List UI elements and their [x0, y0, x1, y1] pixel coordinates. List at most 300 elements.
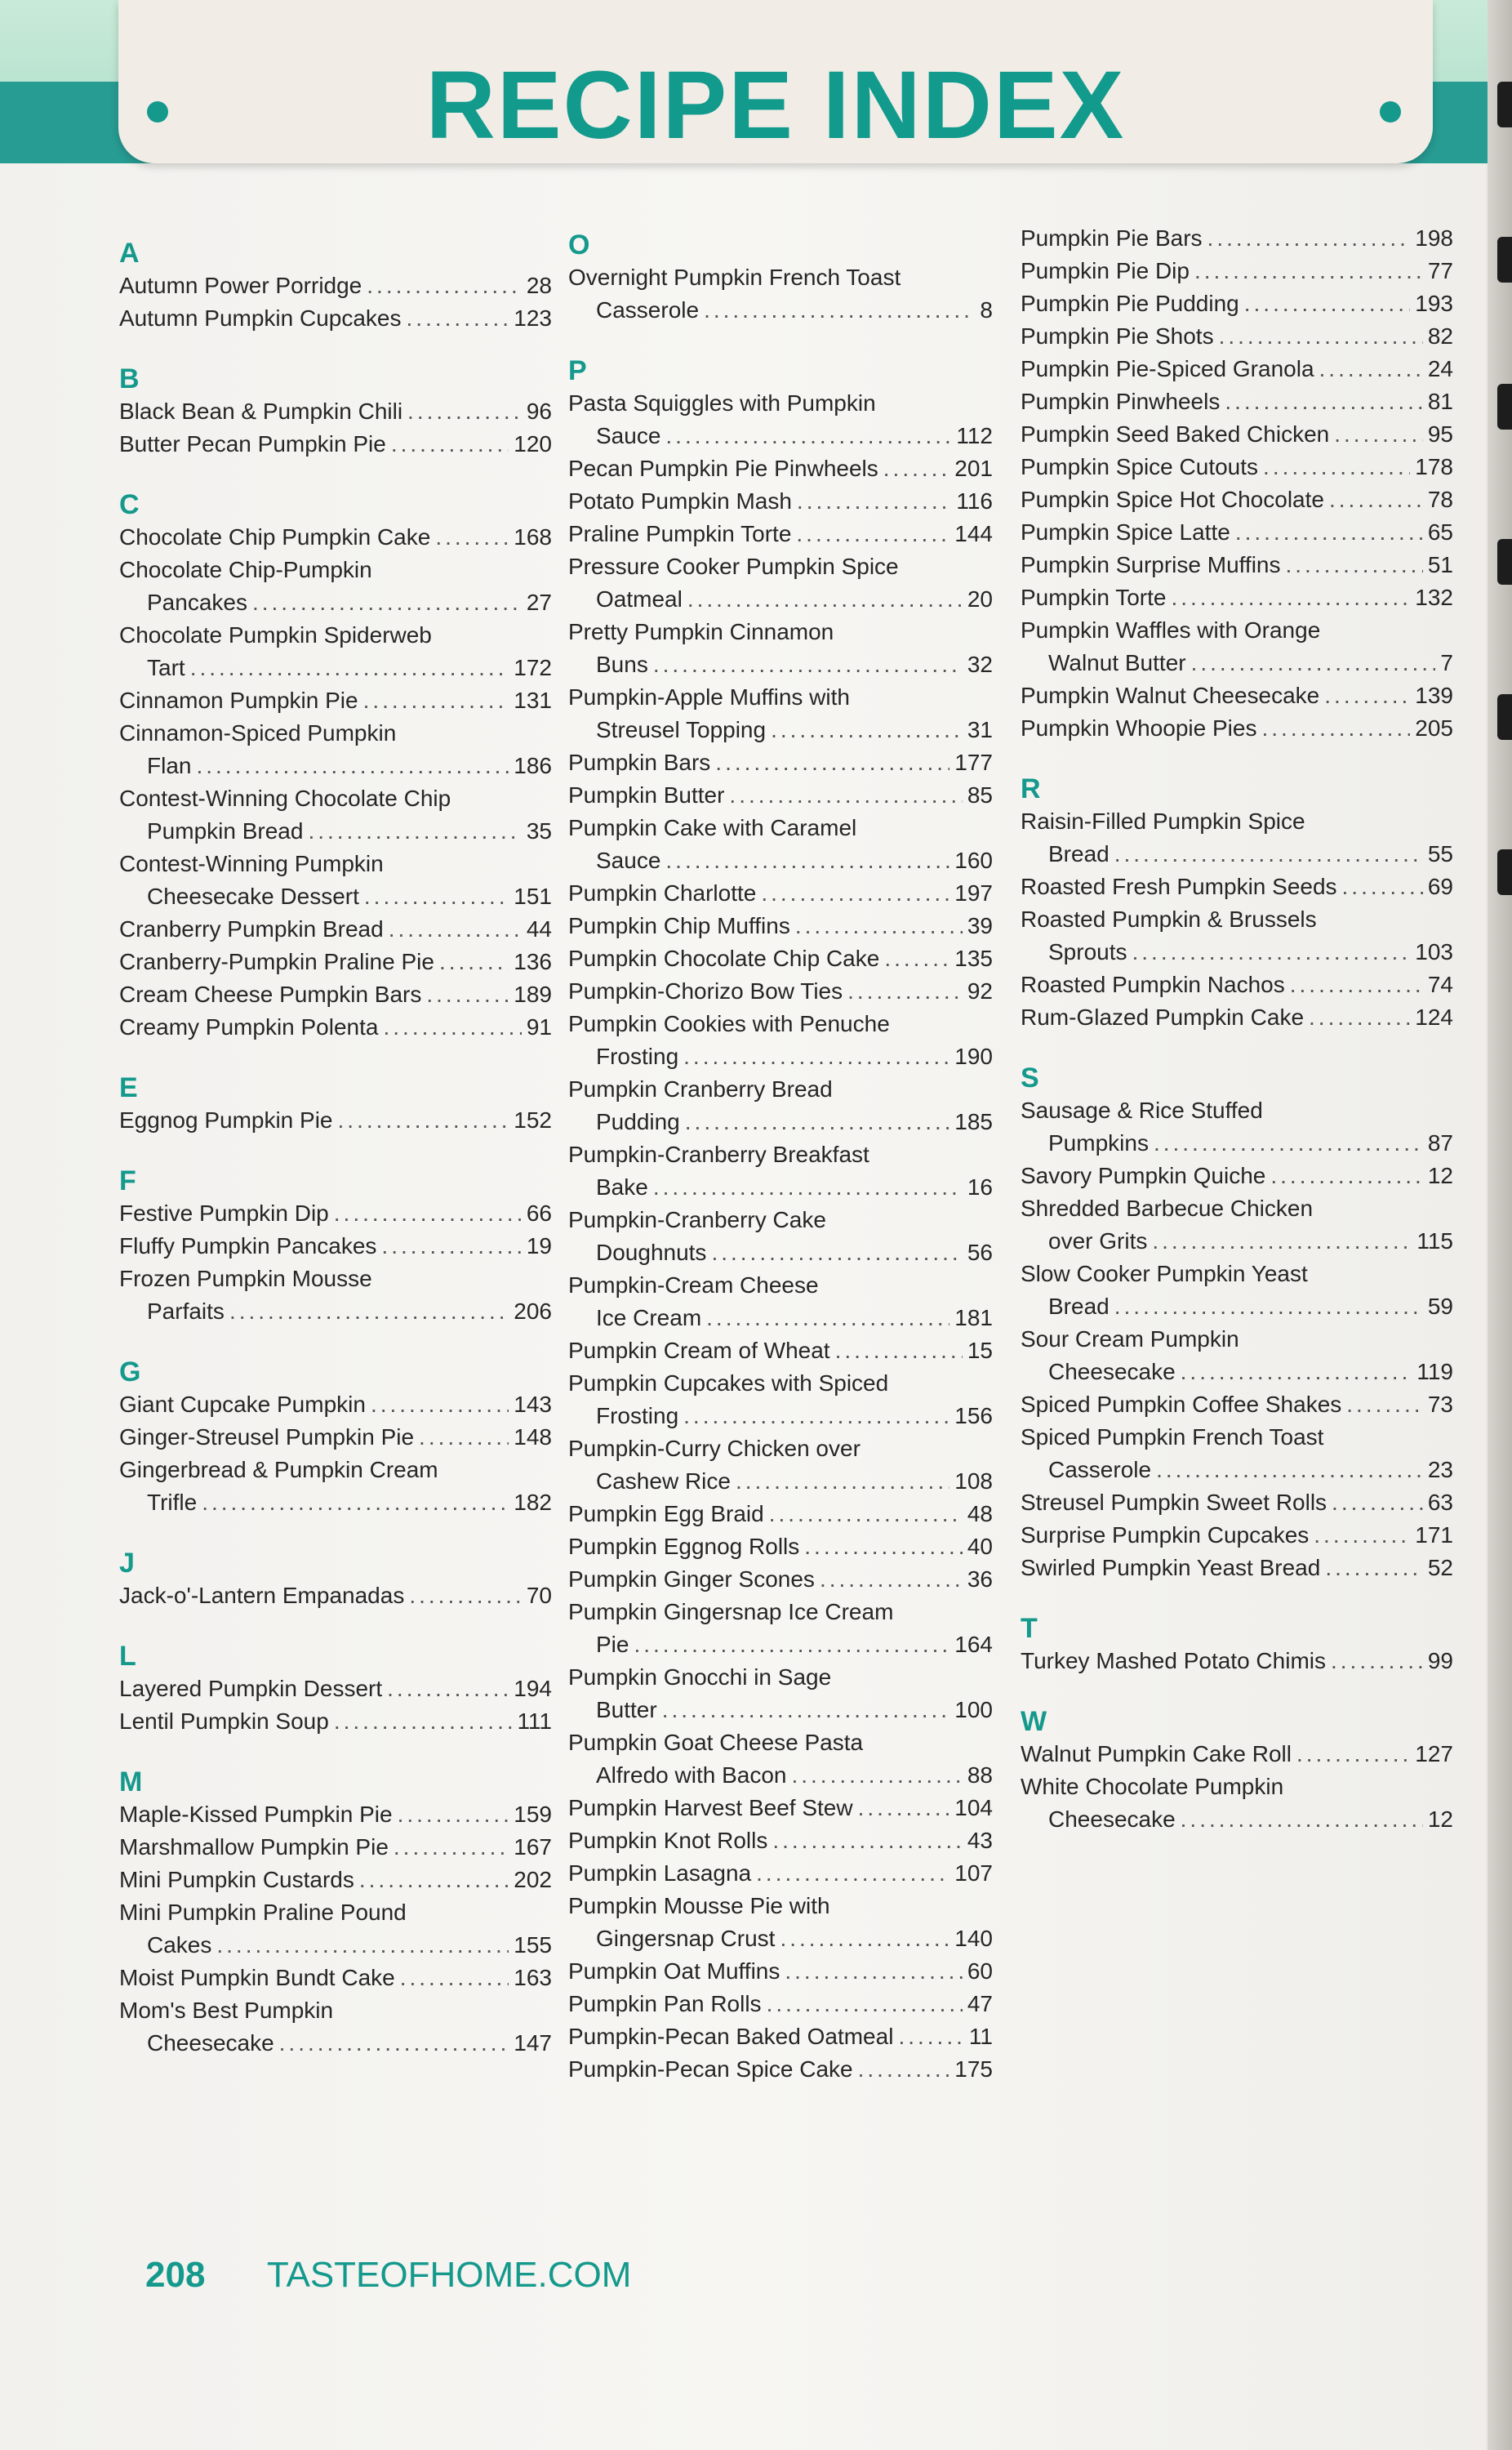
page-ref: 164: [954, 1632, 993, 1657]
page-title: RECIPE INDEX: [425, 51, 1126, 159]
dot-leader: [791, 1759, 962, 1792]
recipe-title: Pumpkin-Cream Cheese: [568, 1272, 819, 1298]
recipe-title: Pumpkin Spice Latte: [1021, 519, 1230, 545]
index-entry: [568, 1138, 993, 1204]
index-entry: [568, 1890, 993, 1955]
index-section: [119, 1071, 552, 1137]
page-ref: 190: [954, 1044, 993, 1069]
dot-leader: [1154, 1127, 1423, 1160]
binding-ring-icon: [1497, 237, 1512, 283]
dot-leader: [1296, 1738, 1410, 1771]
page-ref: 148: [514, 1424, 552, 1450]
index-entry: [1021, 1001, 1453, 1034]
recipe-title: Trifle: [147, 1490, 198, 1515]
dot-leader: [683, 1400, 949, 1432]
dot-leader: [308, 815, 521, 848]
recipe-title: Savory Pumpkin Quiche: [1021, 1163, 1266, 1188]
page-ref: 132: [1415, 585, 1453, 610]
recipe-title: Pumpkin Lasagna: [568, 1860, 752, 1886]
dot-leader: [398, 1798, 509, 1831]
recipe-title: Pumpkin Pie Shots: [1021, 323, 1214, 349]
page-ref: 193: [1415, 291, 1453, 316]
page-ref: 12: [1427, 1163, 1453, 1188]
recipe-title: Pecan Pumpkin Pie Pinwheels: [568, 456, 878, 481]
recipe-title: over Grits: [1048, 1228, 1148, 1254]
recipe-title: Gingersnap Crust: [596, 1926, 776, 1951]
dot-leader: [820, 1563, 963, 1596]
recipe-title: Cinnamon-Spiced Pumpkin: [119, 720, 397, 746]
recipe-title: Pasta Squiggles with Pumpkin: [568, 390, 876, 416]
index-entry: [1021, 1552, 1453, 1584]
index-entry: [568, 1204, 993, 1269]
page-ref: 48: [967, 1501, 993, 1526]
index-entry: [1021, 222, 1453, 255]
page-ref: 181: [954, 1305, 993, 1330]
index-entry: [1021, 516, 1453, 549]
recipe-title: Pumpkin Cupcakes with Spiced: [568, 1370, 889, 1396]
recipe-title: Layered Pumpkin Dessert: [119, 1676, 383, 1701]
index-entry: [119, 1798, 552, 1831]
recipe-title: Pumpkin-Chorizo Bow Ties: [568, 978, 843, 1004]
recipe-title: Shredded Barbecue Chicken: [1021, 1196, 1314, 1221]
recipe-title: Pancakes: [147, 590, 247, 615]
dot-leader: [1156, 1454, 1423, 1486]
index-entry: [119, 1864, 552, 1896]
index-entry: [568, 1073, 993, 1138]
recipe-title: Cinnamon Pumpkin Pie: [119, 688, 358, 713]
section-letter: M: [119, 1766, 143, 1797]
index-entry: [568, 1824, 993, 1857]
right-dot-icon: [1380, 101, 1401, 122]
index-entry: [568, 1661, 993, 1726]
index-entry: [119, 946, 552, 978]
recipe-title: Fluffy Pumpkin Pancakes: [119, 1233, 377, 1258]
recipe-title: Pumpkin Pie Bars: [1021, 225, 1203, 251]
index-entry: [1021, 1519, 1453, 1552]
page-ref: 163: [514, 1965, 552, 1990]
recipe-title: Cakes: [147, 1932, 212, 1958]
index-entry: [1021, 549, 1453, 581]
page-ref: 55: [1427, 841, 1453, 866]
dot-leader: [279, 2027, 509, 2060]
index-section: [119, 1165, 552, 1328]
recipe-title: Walnut Pumpkin Cake Roll: [1021, 1741, 1292, 1766]
page-ref: 123: [514, 305, 552, 331]
binding-ring-icon: [1497, 384, 1512, 430]
recipe-title: Sauce: [596, 848, 661, 873]
index-entry: [568, 2020, 993, 2053]
recipe-title: Sprouts: [1048, 939, 1127, 964]
index-entry: [568, 942, 993, 975]
index-section: [119, 1356, 552, 1519]
recipe-title: Pumpkin-Apple Muffins with: [568, 684, 850, 710]
index-entry: [568, 452, 993, 485]
recipe-title: Pumpkin-Cranberry Cake: [568, 1207, 826, 1232]
page-ref: 175: [954, 2056, 993, 2082]
recipe-title: Potato Pumpkin Mash: [568, 488, 792, 514]
page-ref: 28: [526, 273, 552, 298]
page-ref: 194: [514, 1676, 552, 1701]
recipe-title: Pumpkin Spice Cutouts: [1021, 454, 1259, 479]
index-entry: [119, 717, 552, 782]
dot-leader: [394, 1831, 509, 1864]
index-entry: [568, 681, 993, 746]
index-entry: [1021, 418, 1453, 451]
recipe-title: Jack-o'-Lantern Empanadas: [119, 1583, 405, 1608]
index-entry: [119, 978, 552, 1011]
page-ref: 77: [1427, 258, 1453, 283]
page-ref: 202: [514, 1867, 552, 1892]
index-entry: [1021, 1486, 1453, 1519]
index-entry: [119, 1673, 552, 1705]
index-entry: [1021, 679, 1453, 712]
recipe-title: Pumpkin Seed Baked Chicken: [1021, 421, 1330, 447]
dot-leader: [795, 910, 963, 942]
page-ref: 56: [967, 1240, 993, 1265]
page-ref: 39: [967, 913, 993, 938]
recipe-title: Chocolate Chip-Pumpkin: [119, 557, 372, 582]
dot-leader: [756, 1857, 949, 1890]
dot-leader: [229, 1295, 509, 1328]
recipe-title: Bread: [1048, 1294, 1110, 1319]
dot-leader: [685, 1106, 950, 1138]
dot-leader: [715, 746, 949, 779]
recipe-title: Pumpkin-Curry Chicken over: [568, 1436, 861, 1461]
recipe-title: Cheesecake: [1048, 1359, 1176, 1384]
page-ref: 20: [967, 586, 993, 612]
page-ref: 51: [1427, 552, 1453, 577]
page-ref: 100: [954, 1697, 993, 1722]
binding-ring-icon: [1497, 539, 1512, 585]
index-entry: [119, 684, 552, 717]
recipe-title: Streusel Pumpkin Sweet Rolls: [1021, 1490, 1327, 1515]
index-entry: [568, 910, 993, 942]
index-entry: [568, 1367, 993, 1432]
dot-leader: [683, 1040, 949, 1073]
index-section: [1021, 1062, 1453, 1584]
index-entry: [1021, 1645, 1453, 1677]
index-entry: [119, 913, 552, 946]
recipe-title: Cashew Rice: [596, 1468, 731, 1494]
page-ref: 15: [967, 1338, 993, 1363]
recipe-title: Pumpkin Cookies with Penuche: [568, 1011, 890, 1036]
section-letter: G: [119, 1356, 141, 1388]
recipe-title: Slow Cooker Pumpkin Yeast: [1021, 1261, 1308, 1286]
index-entry: [119, 302, 552, 335]
page-ref: 47: [967, 1991, 993, 2016]
index-entry: [568, 1596, 993, 1661]
recipe-title: Giant Cupcake Pumpkin: [119, 1392, 366, 1417]
page-ref: 185: [954, 1109, 993, 1134]
dot-leader: [381, 1230, 521, 1263]
page-ref: 31: [967, 717, 993, 742]
index-entry: [568, 1530, 993, 1563]
recipe-title: Buns: [596, 652, 648, 677]
index-entry: [1021, 903, 1453, 969]
recipe-title: Black Bean & Pumpkin Chili: [119, 399, 403, 424]
dot-leader: [252, 586, 522, 619]
page-ref: 59: [1427, 1294, 1453, 1319]
recipe-title: Pumpkin Cranberry Bread: [568, 1076, 833, 1102]
index-entry: [1021, 805, 1453, 871]
page-ref: 19: [526, 1233, 552, 1258]
dot-leader: [883, 452, 950, 485]
recipe-title: Swirled Pumpkin Yeast Bread: [1021, 1555, 1321, 1580]
index-entry: [568, 485, 993, 518]
index-entry: [568, 746, 993, 779]
recipe-title: Pumpkin Harvest Beef Stew: [568, 1795, 853, 1820]
index-entry: [568, 1988, 993, 2020]
dot-leader: [407, 395, 522, 428]
recipe-title: Butter: [596, 1697, 657, 1722]
index-entry: [1021, 1258, 1453, 1323]
recipe-title: Turkey Mashed Potato Chimis: [1021, 1648, 1326, 1673]
page-ref: 63: [1427, 1490, 1453, 1515]
recipe-title: Pumpkin Chip Muffins: [568, 913, 790, 938]
index-entry: [1021, 1738, 1453, 1771]
dot-leader: [1207, 222, 1411, 255]
index-entry: [119, 1705, 552, 1738]
page-ref: 24: [1427, 356, 1453, 381]
index-entry: [568, 1008, 993, 1073]
recipe-title: Pumpkin Eggnog Rolls: [568, 1534, 800, 1559]
page-ref: 186: [514, 753, 552, 778]
index-entry: [568, 779, 993, 812]
dot-leader: [1261, 712, 1410, 745]
dot-leader: [847, 975, 963, 1008]
dot-leader: [665, 844, 949, 877]
dot-leader: [1342, 871, 1423, 903]
dot-leader: [359, 1864, 509, 1896]
index-entry: [568, 550, 993, 616]
index-section: [119, 1640, 552, 1738]
recipe-title: White Chocolate Pumpkin: [1021, 1774, 1284, 1799]
page-ref: 104: [954, 1795, 993, 1820]
page-ref: 111: [517, 1708, 552, 1734]
index-entry: [1021, 871, 1453, 903]
recipe-title: Ice Cream: [596, 1305, 702, 1330]
page-ref: 52: [1427, 1555, 1453, 1580]
recipe-title: Cranberry-Pumpkin Praline Pie: [119, 949, 434, 974]
index-entry: [119, 1454, 552, 1519]
dot-leader: [1324, 679, 1410, 712]
page-ref: 116: [956, 488, 993, 514]
index-column-3: [1021, 222, 1453, 1864]
recipe-title: Pie: [596, 1632, 629, 1657]
index-entry: [1021, 1160, 1453, 1192]
dot-leader: [391, 428, 509, 461]
dot-leader: [202, 1486, 509, 1519]
recipe-title: Walnut Butter: [1048, 650, 1186, 675]
page-ref: 11: [968, 2024, 993, 2049]
recipe-title: Pretty Pumpkin Cinnamon: [568, 619, 834, 644]
dot-leader: [898, 2020, 963, 2053]
recipe-title: Pumpkin Whoopie Pies: [1021, 715, 1257, 741]
page-ref: 144: [954, 521, 993, 546]
recipe-title: Pumpkin Ginger Scones: [568, 1566, 815, 1592]
page-ref: 96: [526, 399, 552, 424]
dot-leader: [419, 1421, 509, 1454]
index-entry: [119, 1421, 552, 1454]
dot-leader: [196, 750, 509, 782]
dot-leader: [1181, 1356, 1412, 1388]
recipe-title: Roasted Fresh Pumpkin Seeds: [1021, 874, 1337, 899]
dot-leader: [780, 1922, 949, 1955]
recipe-title: Bread: [1048, 841, 1110, 866]
page-ref: 99: [1427, 1648, 1453, 1673]
page-ref: 127: [1415, 1741, 1453, 1766]
dot-leader: [407, 302, 509, 335]
dot-leader: [1181, 1803, 1423, 1836]
page-ref: 119: [1416, 1359, 1453, 1384]
page-ref: 131: [514, 688, 552, 713]
binding-ring-icon: [1497, 849, 1512, 895]
page-ref: 168: [514, 524, 552, 550]
dot-leader: [884, 942, 949, 975]
dot-leader: [426, 978, 509, 1011]
page-ref: 92: [967, 978, 993, 1004]
index-entry: [119, 1263, 552, 1328]
dot-leader: [1235, 516, 1423, 549]
dot-leader: [367, 270, 522, 302]
index-entry: [119, 848, 552, 913]
dot-leader: [1263, 451, 1410, 483]
section-letter: E: [119, 1072, 138, 1103]
recipe-title: Pumpkin-Cranberry Breakfast: [568, 1142, 869, 1167]
binding-ring-icon: [1497, 82, 1512, 127]
recipe-title: Pumpkin Knot Rolls: [568, 1828, 768, 1853]
page-ref: 139: [1415, 683, 1453, 708]
index-section: [119, 1766, 552, 2060]
dot-leader: [772, 1824, 963, 1857]
recipe-title: Pumpkin Oat Muffins: [568, 1958, 780, 1984]
recipe-title: Mom's Best Pumpkin: [119, 1998, 334, 2023]
recipe-title: Autumn Pumpkin Cupcakes: [119, 305, 402, 331]
dot-leader: [1332, 1486, 1423, 1519]
dot-leader: [1334, 418, 1423, 451]
recipe-title: Sour Cream Pumpkin: [1021, 1326, 1239, 1352]
page-ref: 205: [1415, 715, 1453, 741]
index-entry: [119, 395, 552, 428]
dot-leader: [1325, 1552, 1423, 1584]
page-ref: 88: [967, 1762, 993, 1788]
dot-leader: [835, 1334, 963, 1367]
dot-leader: [785, 1955, 962, 1988]
dot-leader: [216, 1929, 509, 1962]
index-section: [568, 229, 993, 327]
page-ref: 115: [1416, 1228, 1453, 1254]
recipe-title: Pumpkin-Pecan Baked Oatmeal: [568, 2024, 894, 2049]
section-letter: P: [568, 355, 587, 386]
recipe-title: Pumpkin Gnocchi in Sage: [568, 1664, 832, 1690]
index-entry: [119, 428, 552, 461]
recipe-title: Pumpkin Chocolate Chip Cake: [568, 946, 880, 971]
index-entry: [1021, 320, 1453, 353]
index-entry: [1021, 1192, 1453, 1258]
index-entry: [1021, 969, 1453, 1001]
recipe-title: Frosting: [596, 1044, 679, 1069]
recipe-title: Frozen Pumpkin Mousse: [119, 1266, 372, 1291]
index-entry: [119, 1896, 552, 1962]
page-ref: 70: [526, 1583, 552, 1608]
recipe-title: Cheesecake: [1048, 1806, 1176, 1832]
section-letter: C: [119, 489, 140, 520]
section-letter: R: [1021, 773, 1041, 804]
page-ref: 82: [1427, 323, 1453, 349]
recipe-title: Roasted Pumpkin Nachos: [1021, 972, 1285, 997]
dot-leader: [1286, 549, 1423, 581]
recipe-title: Pumpkin Goat Cheese Pasta: [568, 1730, 864, 1755]
index-section: [119, 1547, 552, 1612]
page-ref: 43: [967, 1828, 993, 1853]
page-ref: 189: [514, 982, 552, 1007]
dot-leader: [1225, 385, 1423, 418]
index-column-1: [119, 237, 552, 2087]
index-entry: [119, 1831, 552, 1864]
recipe-title: Autumn Power Porridge: [119, 273, 362, 298]
page-ref: 36: [967, 1566, 993, 1592]
page-ref: 81: [1427, 389, 1453, 414]
index-entry: [568, 1432, 993, 1498]
recipe-title: Lentil Pumpkin Soup: [119, 1708, 329, 1734]
index-entry: [119, 1197, 552, 1230]
page-ref: 8: [980, 297, 993, 323]
page-ref: 66: [526, 1200, 552, 1226]
dot-leader: [435, 521, 509, 554]
recipe-title: Doughnuts: [596, 1240, 707, 1265]
recipe-title: Contest-Winning Chocolate Chip: [119, 786, 451, 811]
section-letter: T: [1021, 1613, 1038, 1644]
page-ref: 156: [954, 1403, 993, 1428]
index-entry: [568, 1563, 993, 1596]
dot-leader: [1171, 581, 1410, 614]
recipe-title: Streusel Topping: [596, 717, 767, 742]
index-entry: [119, 1388, 552, 1421]
page-ref: 12: [1427, 1806, 1453, 1832]
recipe-title: Pumpkin Pinwheels: [1021, 389, 1221, 414]
recipe-title: Chocolate Chip Pumpkin Cake: [119, 524, 431, 550]
dot-leader: [1346, 1388, 1423, 1421]
recipe-title: Sausage & Rice Stuffed: [1021, 1098, 1263, 1123]
recipe-title: Surprise Pumpkin Cupcakes: [1021, 1522, 1310, 1548]
recipe-title: Chocolate Pumpkin Spiderweb: [119, 622, 432, 648]
page-footer: [145, 2254, 631, 2296]
section-letter: L: [119, 1641, 136, 1672]
index-entry: [119, 1962, 552, 1994]
index-section: [1021, 773, 1453, 1034]
dot-leader: [662, 1694, 950, 1726]
page-ref: 151: [514, 884, 552, 909]
dot-leader: [653, 648, 963, 681]
index-entry: [568, 387, 993, 452]
page-ref: 159: [514, 1802, 552, 1827]
page-ref: 120: [514, 431, 552, 457]
recipe-title: Pumpkin Butter: [568, 782, 725, 808]
dot-leader: [729, 779, 962, 812]
section-letter: J: [119, 1548, 135, 1579]
index-entry: [1021, 255, 1453, 287]
recipe-title: Raisin-Filled Pumpkin Spice: [1021, 808, 1305, 834]
dot-leader: [400, 1962, 509, 1994]
page-ref: 87: [1427, 1130, 1453, 1156]
index-entry: [568, 2053, 993, 2086]
index-entry: [119, 1104, 552, 1137]
page-ref: 171: [1415, 1522, 1453, 1548]
index-section: [119, 363, 552, 461]
dot-leader: [363, 684, 509, 717]
dot-leader: [334, 1197, 522, 1230]
recipe-title: Pumpkin Pan Rolls: [568, 1991, 762, 2016]
